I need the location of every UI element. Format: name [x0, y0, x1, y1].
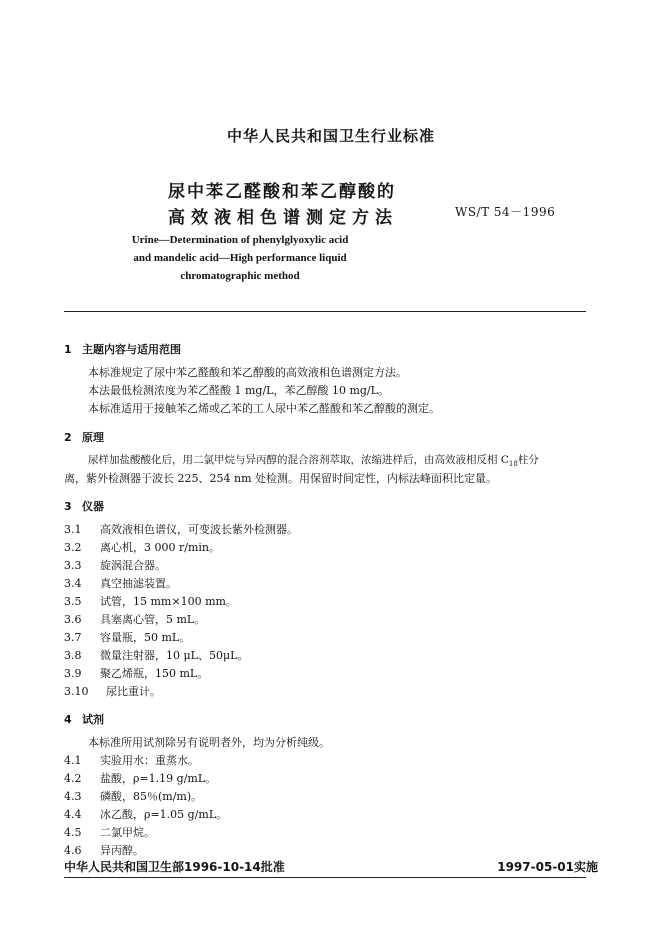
reagent-item — [64, 788, 202, 804]
item-number: 3.2 — [64, 541, 82, 554]
item-text: 容量瓶，50 mL。 — [100, 631, 191, 644]
section-1-paragraph: 本法最低检测浓度为苯乙醛酸 1 mg/L，苯乙醇酸 10 mg/L。 — [88, 384, 389, 397]
instrument-item — [64, 647, 248, 663]
reagent-item — [64, 842, 144, 858]
instrument-item — [64, 683, 161, 699]
title-en-line-2: and mandelic acid—High performance liquid — [133, 252, 347, 264]
reagent-item — [64, 752, 199, 768]
instrument-item — [64, 665, 208, 681]
item-text: 具塞离心管，5 mL。 — [100, 613, 206, 626]
section-title: 仪器 — [82, 500, 104, 513]
instrument-item — [64, 611, 205, 627]
standard-issuer-heading: 中华人民共和国卫生行业标准 — [226, 127, 435, 145]
item-text: 盐酸，ρ=1.19 g/mL。 — [100, 772, 217, 785]
section-4-heading — [64, 711, 104, 727]
item-number: 3.1 — [64, 523, 82, 536]
approval-line: 中华人民共和国卫生部1996-10-14批准 — [64, 860, 285, 874]
item-number: 4.1 — [64, 754, 82, 767]
reagent-item — [64, 806, 227, 822]
item-text: 二氯甲烷。 — [100, 826, 155, 839]
section-2-heading — [64, 429, 104, 445]
item-number: 3.5 — [64, 595, 82, 608]
section-2-paragraph-line: 离，紫外检测器于波长 225、254 nm 处检测。用保留时间定性，内标法峰面积比定量。 — [64, 472, 497, 485]
section-title: 主题内容与适用范围 — [82, 343, 181, 356]
principle-text: 柱分 — [517, 454, 539, 466]
header-divider — [64, 311, 586, 312]
item-text: 微量注射器，10 μL、50μL。 — [100, 649, 249, 662]
section-number: 2 — [64, 431, 72, 444]
item-number: 4.4 — [64, 808, 82, 821]
instrument-item — [64, 575, 177, 591]
section-1-paragraph: 本标准规定了尿中苯乙醛酸和苯乙醇酸的高效液相色谱测定方法。 — [88, 366, 407, 379]
section-number: 3 — [64, 500, 72, 513]
section-1-paragraph: 本标准适用于接触苯乙烯或乙苯的工人尿中苯乙醛酸和苯乙醇酸的测定。 — [88, 402, 440, 415]
item-number: 4.3 — [64, 790, 82, 803]
instrument-item — [64, 557, 166, 573]
item-text: 磷酸，85％(m/m)。 — [100, 790, 203, 803]
instrument-item — [64, 593, 237, 609]
item-number: 3.8 — [64, 649, 82, 662]
item-number: 3.3 — [64, 559, 82, 572]
item-text: 离心机，3 000 r/min。 — [100, 541, 220, 554]
column-subscript: 18 — [508, 460, 518, 469]
section-3-heading — [64, 498, 104, 514]
section-1-heading — [64, 341, 181, 357]
item-number: 4.2 — [64, 772, 82, 785]
section-title: 原理 — [82, 431, 104, 444]
item-text: 尿比重计。 — [106, 685, 161, 698]
section-number: 1 — [64, 343, 72, 356]
item-text: 旋涡混合器。 — [100, 559, 166, 572]
instrument-item — [64, 539, 220, 555]
implementation-date: 1997-05-01实施 — [497, 860, 598, 874]
standard-code: WS/T 54－1996 — [455, 205, 556, 219]
item-text: 试管，15 mm×100 mm。 — [100, 595, 237, 608]
section-2-paragraph-line — [88, 452, 539, 468]
instrument-item — [64, 521, 298, 537]
title-en-line-3: chromatographic method — [180, 270, 300, 282]
title-cn-line-2: 高效液相色谱测定方法 — [168, 208, 398, 228]
item-number: 3.7 — [64, 631, 82, 644]
footer-divider — [64, 877, 586, 878]
item-text: 冰乙酸，ρ=1.05 g/mL。 — [100, 808, 228, 821]
item-number: 4.6 — [64, 844, 82, 857]
title-en-line-1: Urine—Determination of phenylglyoxylic acid — [131, 234, 349, 246]
item-number: 4.5 — [64, 826, 82, 839]
item-number: 3.9 — [64, 667, 82, 680]
section-title: 试剂 — [82, 713, 104, 726]
section-number: 4 — [64, 713, 72, 726]
item-text: 高效液相色谱仪，可变波长紫外检测器。 — [100, 523, 298, 536]
item-number: 3.4 — [64, 577, 82, 590]
section-4-intro: 本标准所用试剂除另有说明者外，均为分析纯级。 — [88, 736, 330, 749]
item-text: 聚乙烯瓶，150 mL。 — [100, 667, 209, 680]
principle-text: 尿样加盐酸酸化后，用二氯甲烷与异丙醇的混合溶剂萃取，浓缩进样后，由高效液相反相 C — [88, 454, 509, 466]
instrument-item — [64, 629, 190, 645]
item-number: 3.6 — [64, 613, 82, 626]
item-number: 3.10 — [64, 685, 89, 698]
item-text: 异丙醇。 — [100, 844, 144, 857]
item-text: 实验用水：重蒸水。 — [100, 754, 199, 767]
item-text: 真空抽滤装置。 — [100, 577, 177, 590]
reagent-item — [64, 824, 155, 840]
title-cn-line-1: 尿中苯乙醛酸和苯乙醇酸的 — [168, 182, 396, 202]
reagent-item — [64, 770, 216, 786]
